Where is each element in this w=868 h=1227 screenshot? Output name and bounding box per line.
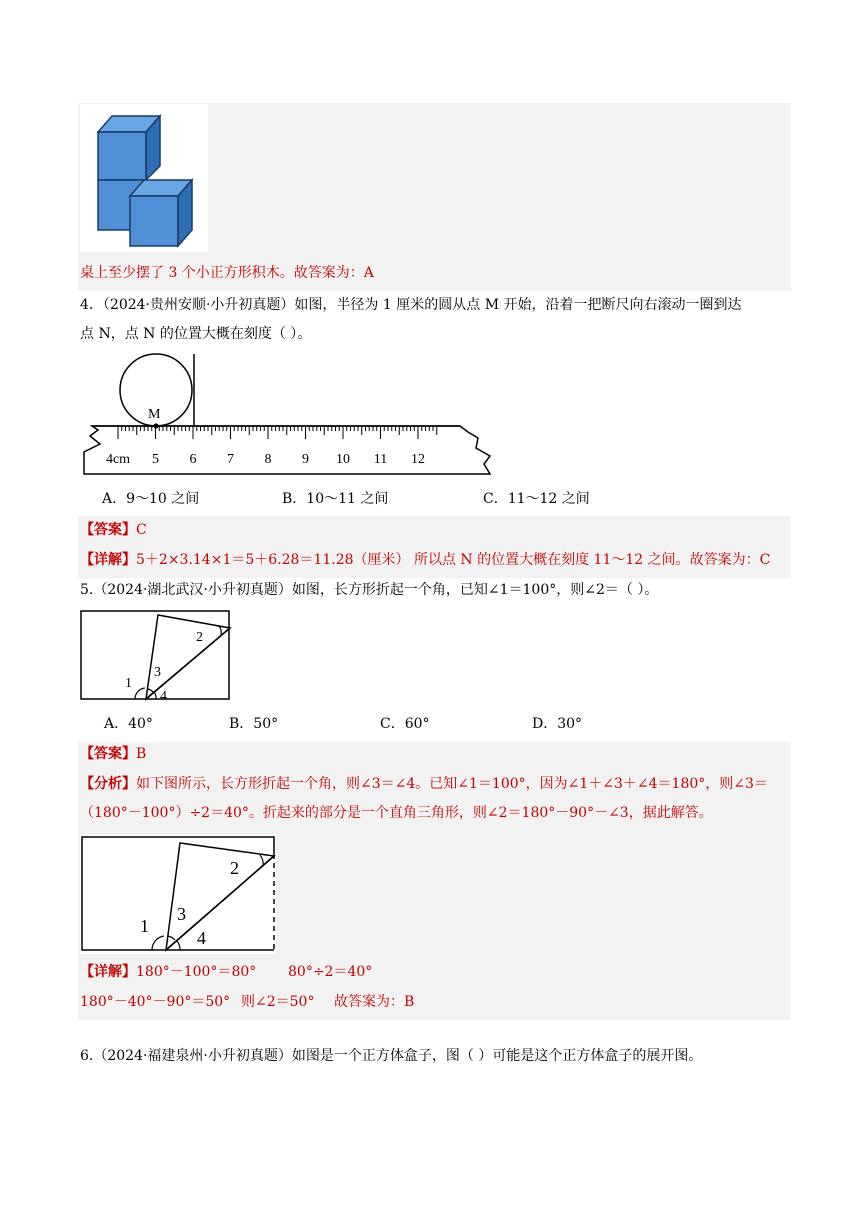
q5-option-a: A．40°	[104, 716, 153, 732]
ruler-figure	[80, 352, 494, 478]
ruler-label: 7	[227, 452, 234, 467]
detail-calc-2: 80°÷2＝40°	[288, 964, 373, 980]
ruler-label: 12	[411, 452, 425, 467]
q4-option-c: C．11～12 之间	[483, 491, 590, 507]
answer-tag: 【答案】	[80, 522, 136, 538]
analysis-tag: 【分析】	[80, 776, 136, 792]
q5-question-line1: 5.（2024·湖北武汉·小升初真题）如图，长方形折起一个角，已知∠1＝100°，则∠2＝（ ）。	[80, 582, 659, 598]
ruler-label: 6	[189, 452, 197, 467]
ruler-label: 8	[264, 452, 272, 467]
q5-option-b: B．50°	[229, 716, 279, 732]
fold-figure-small	[80, 608, 234, 704]
ruler-label: 10	[336, 452, 350, 467]
angle-4-label: 4	[197, 928, 206, 948]
ruler-label: 9	[302, 452, 309, 467]
q5-option-d: D．30°	[532, 716, 583, 732]
detail-conclusion: 故答案为：B	[334, 994, 415, 1010]
angle-3-label: 3	[154, 665, 161, 680]
cube-stack-icon	[80, 104, 208, 252]
answer-value: C	[136, 522, 147, 538]
q5-answer-line	[80, 744, 146, 764]
angle-1-label: 1	[140, 916, 149, 936]
angle-2-label: 2	[196, 630, 203, 645]
q5-detail-line1	[80, 962, 256, 982]
q6-question-line1: 6.（2024·福建泉州·小升初真题）如图是一个正方体盒子，图（ ）可能是这个正方体盒子的展开图。	[80, 1048, 703, 1064]
broken-ruler-with-circle	[80, 352, 494, 478]
q5-analysis-line1	[80, 774, 768, 794]
q4-option-b: B．10～11 之间	[282, 491, 389, 507]
q4-question-line2: 点 N，点 N 的位置大概在刻度（ ）。	[80, 326, 312, 342]
q4-question-line1: 4．（2024·贵州安顺·小升初真题）如图，半径为 1 厘米的圆从点 M 开始，沿着一把断尺向右滚动一圈到达	[80, 297, 742, 313]
q5-analysis-line2: （180°－100°）÷2＝40°。折起来的部分是一个直角三角形，则∠2＝180°－90°－∠3，据此解答。	[80, 805, 713, 821]
answer-tag: 【答案】	[80, 746, 136, 762]
ruler-label: 11	[373, 452, 388, 467]
angle-1-label: 1	[125, 676, 132, 691]
ruler-label: 5	[152, 452, 159, 467]
q4-option-a: A．9～10 之间	[102, 491, 200, 507]
q4-detail-line	[80, 550, 770, 570]
detail-calc-3: 180°－40°－90°＝50°	[80, 994, 231, 1010]
angle-4-label: 4	[160, 689, 167, 704]
detail-text: 5＋2×3.14×1＝5＋6.28＝11.28（厘米） 所以点 N 的位置大概在刻度 11～12 之间。故答案为：C	[136, 552, 771, 568]
q4-answer-line	[80, 520, 147, 540]
ruler-label: 4cm	[105, 452, 131, 467]
detail-tag: 【详解】	[80, 964, 136, 980]
detail-tag: 【详解】	[80, 552, 136, 568]
answer-value: B	[136, 746, 147, 762]
folded-rectangle-small	[80, 608, 234, 704]
q5-option-c: C．60°	[380, 716, 430, 732]
q3-answer-text: 桌上至少摆了 3 个小正方形积木。故答案为：A	[80, 265, 374, 281]
detail-calc-4: 则∠2＝50°	[241, 994, 315, 1010]
fold-figure-large	[80, 834, 276, 954]
detail-calc-1: 180°－100°＝80°	[136, 964, 257, 980]
point-m-label: M	[148, 407, 161, 422]
angle-3-label: 3	[177, 904, 186, 924]
angle-2-label: 2	[230, 858, 239, 878]
folded-rectangle-large	[80, 834, 276, 954]
cube-stack-figure	[80, 104, 208, 252]
analysis-text-1: 如下图所示，长方形折起一个角，则∠3＝∠4。已知∠1＝100°，因为∠1＋∠3＋∠4＝180°，则∠3＝	[136, 776, 768, 792]
point-m	[153, 423, 158, 428]
